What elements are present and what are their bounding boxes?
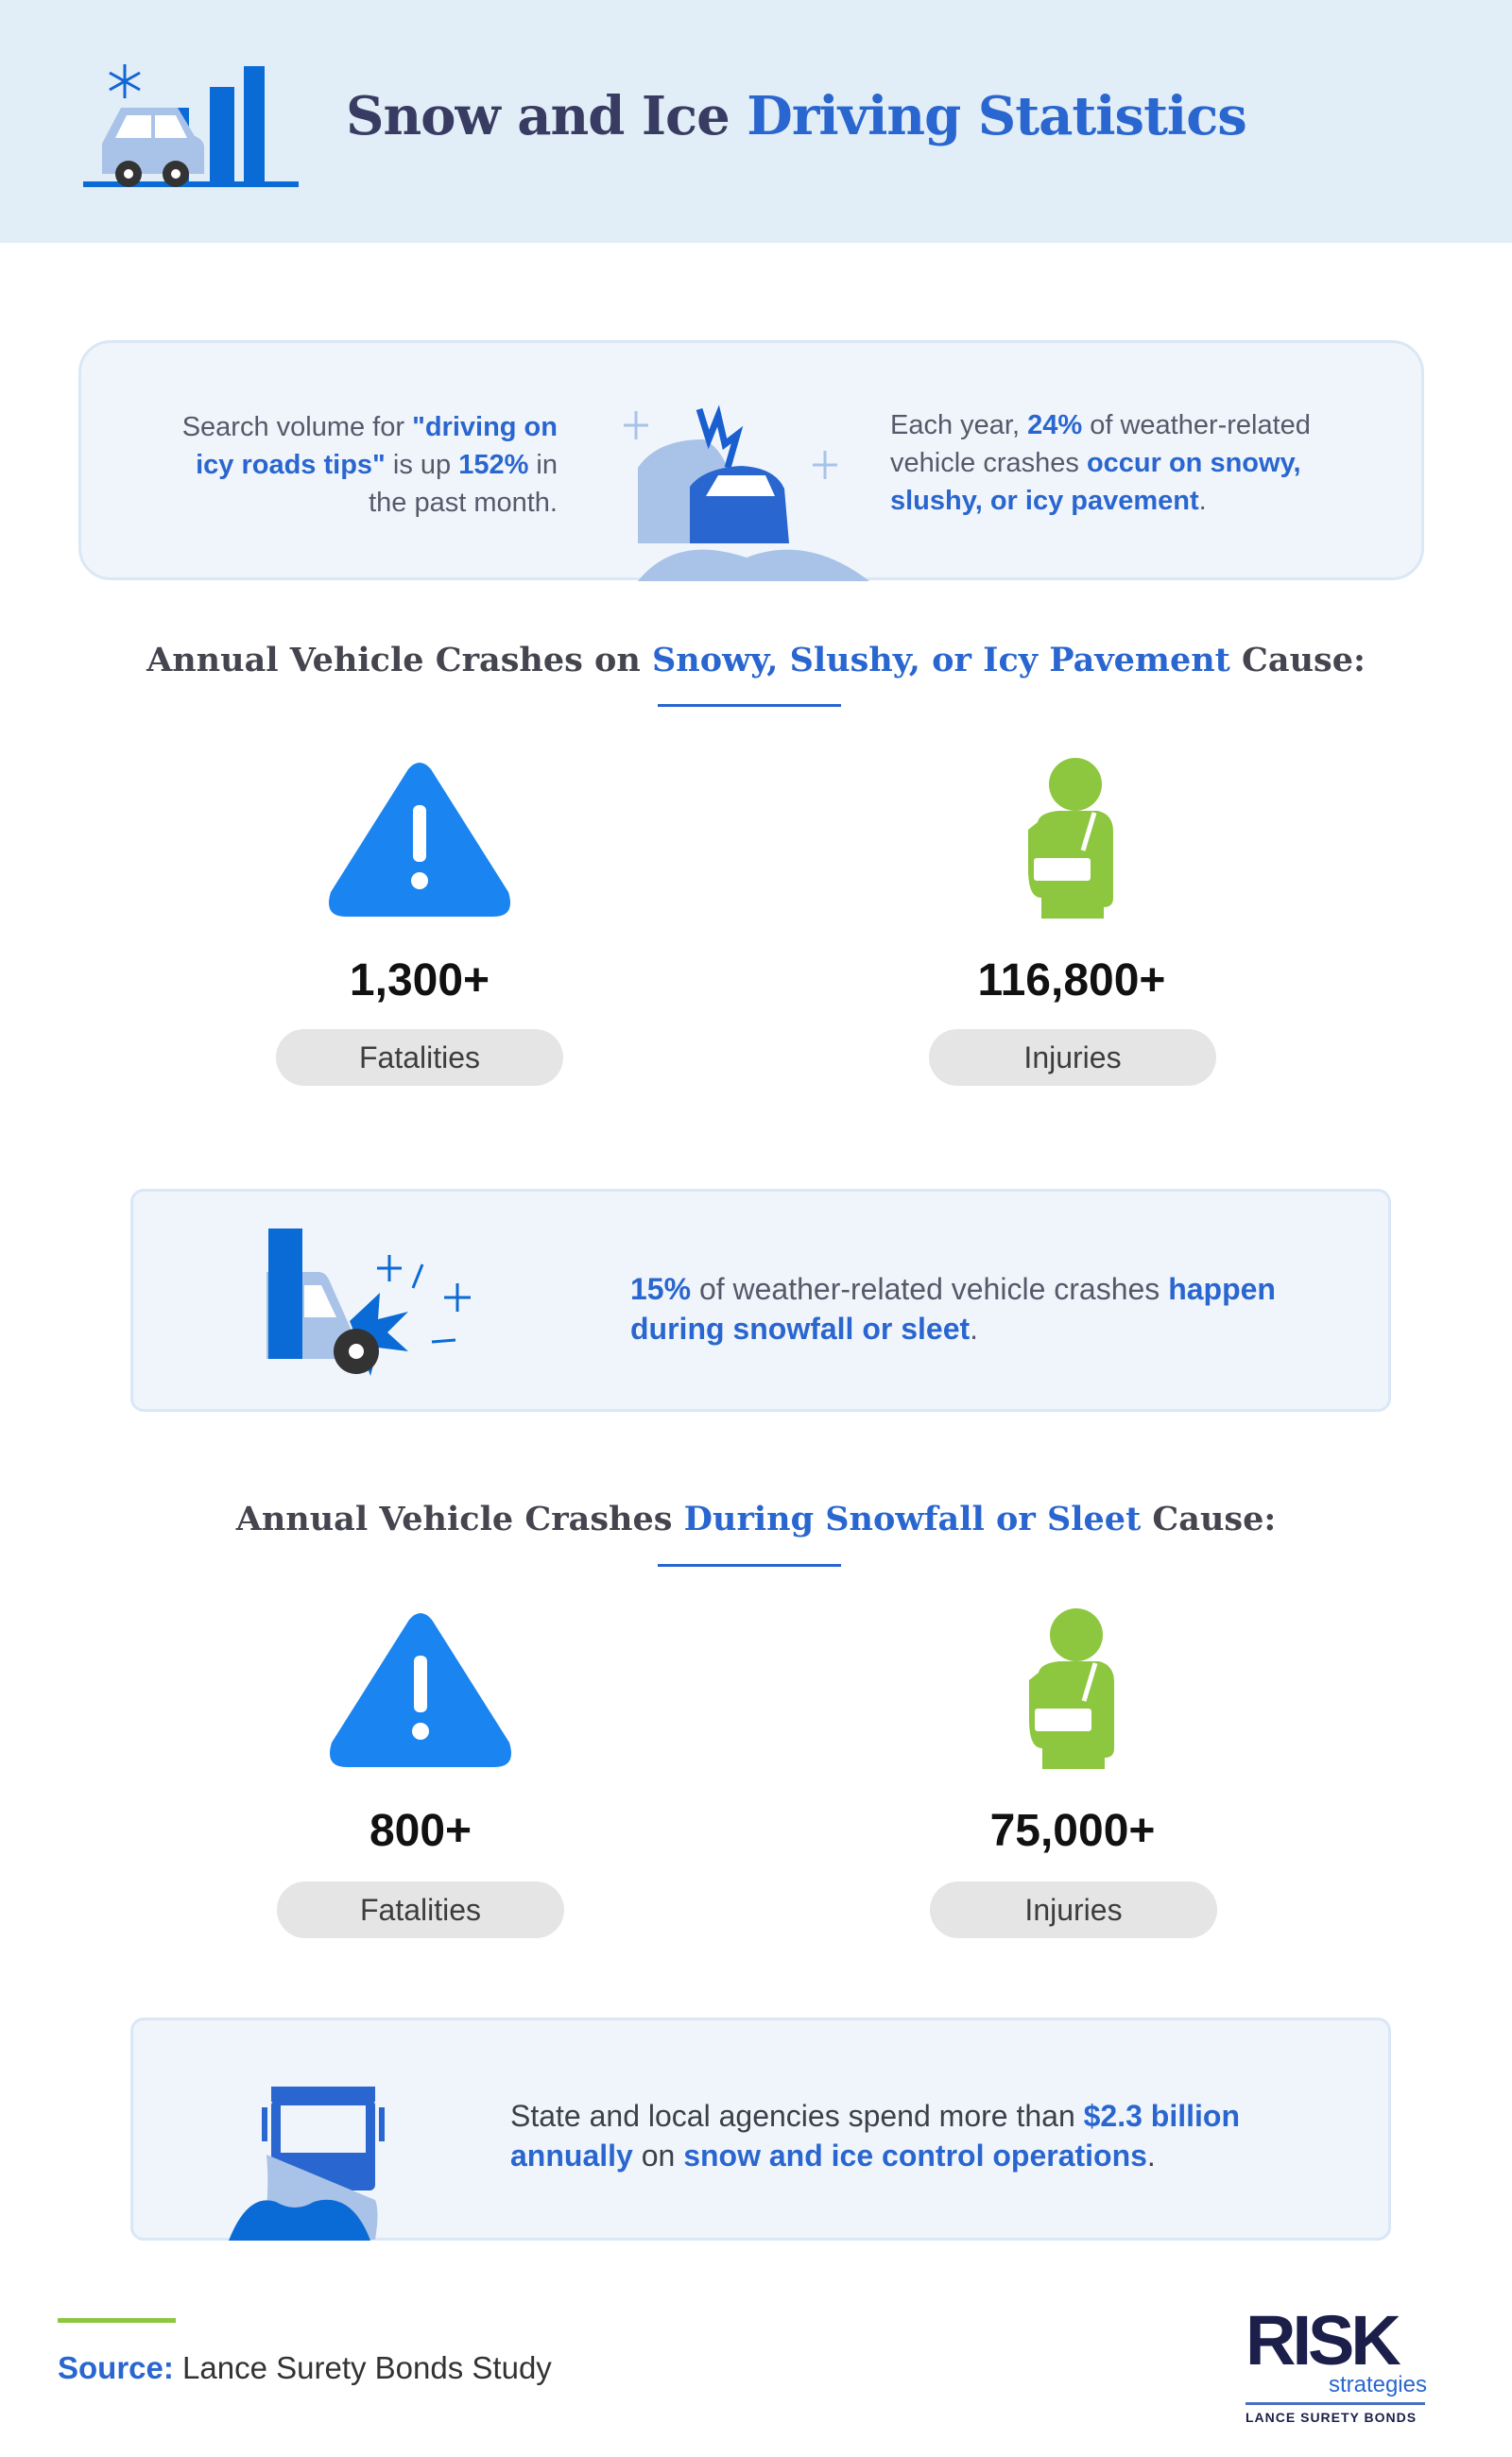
source-citation: Source: Lance Surety Bonds Study — [58, 2350, 552, 2385]
injuries-label: Injuries — [929, 1029, 1216, 1086]
heading-underline — [658, 1564, 841, 1567]
fatalities-label: Fatalities — [277, 1881, 564, 1938]
fatalities-count: 800+ — [369, 1806, 472, 1856]
spending-text: State and local agencies spend more than $2.3 billion annually on snow and ice control operations. — [510, 2099, 1240, 2173]
snowplow-icon — [229, 2079, 465, 2241]
section-heading-snowfall: Annual Vehicle Crashes During Snowfall or Sleet Cause: — [235, 1500, 1277, 1538]
section-heading-pavement: Annual Vehicle Crashes on Snowy, Slushy, or Icy Pavement Cause: — [146, 641, 1366, 679]
snowfall-percent-text: 15% of weather-related vehicle crashes happen during snowfall or sleet. — [630, 1272, 1276, 1346]
injuries-count: 75,000+ — [989, 1806, 1156, 1856]
injured-person-icon — [1021, 756, 1125, 919]
search-volume-text: Search volume for "driving on icy roads tips" is up 152% in the past month. — [181, 412, 558, 518]
injuries-count: 116,800+ — [977, 955, 1166, 1005]
fatalities-label: Fatalities — [276, 1029, 563, 1086]
car-bar-chart-icon — [83, 60, 302, 193]
injuries-label: Injuries — [930, 1881, 1217, 1938]
warning-triangle-icon — [328, 1610, 513, 1767]
risk-strategies-logo: RISK strategies LANCE SURETY BONDS — [1246, 2301, 1427, 2425]
injured-person-icon — [1022, 1606, 1125, 1769]
page-title: Snow and Ice Driving Statistics — [346, 85, 1246, 147]
source-accent-line — [58, 2318, 176, 2323]
annual-percent-text: Each year, 24% of weather-related vehicle crashes occur on snowy, slushy, or icy pavement. — [890, 410, 1311, 516]
heading-underline — [658, 704, 841, 707]
fatalities-count: 1,300+ — [349, 955, 490, 1005]
truck-crash-icon — [266, 1227, 484, 1378]
warning-triangle-icon — [327, 760, 512, 917]
car-collision-icon — [619, 402, 874, 581]
